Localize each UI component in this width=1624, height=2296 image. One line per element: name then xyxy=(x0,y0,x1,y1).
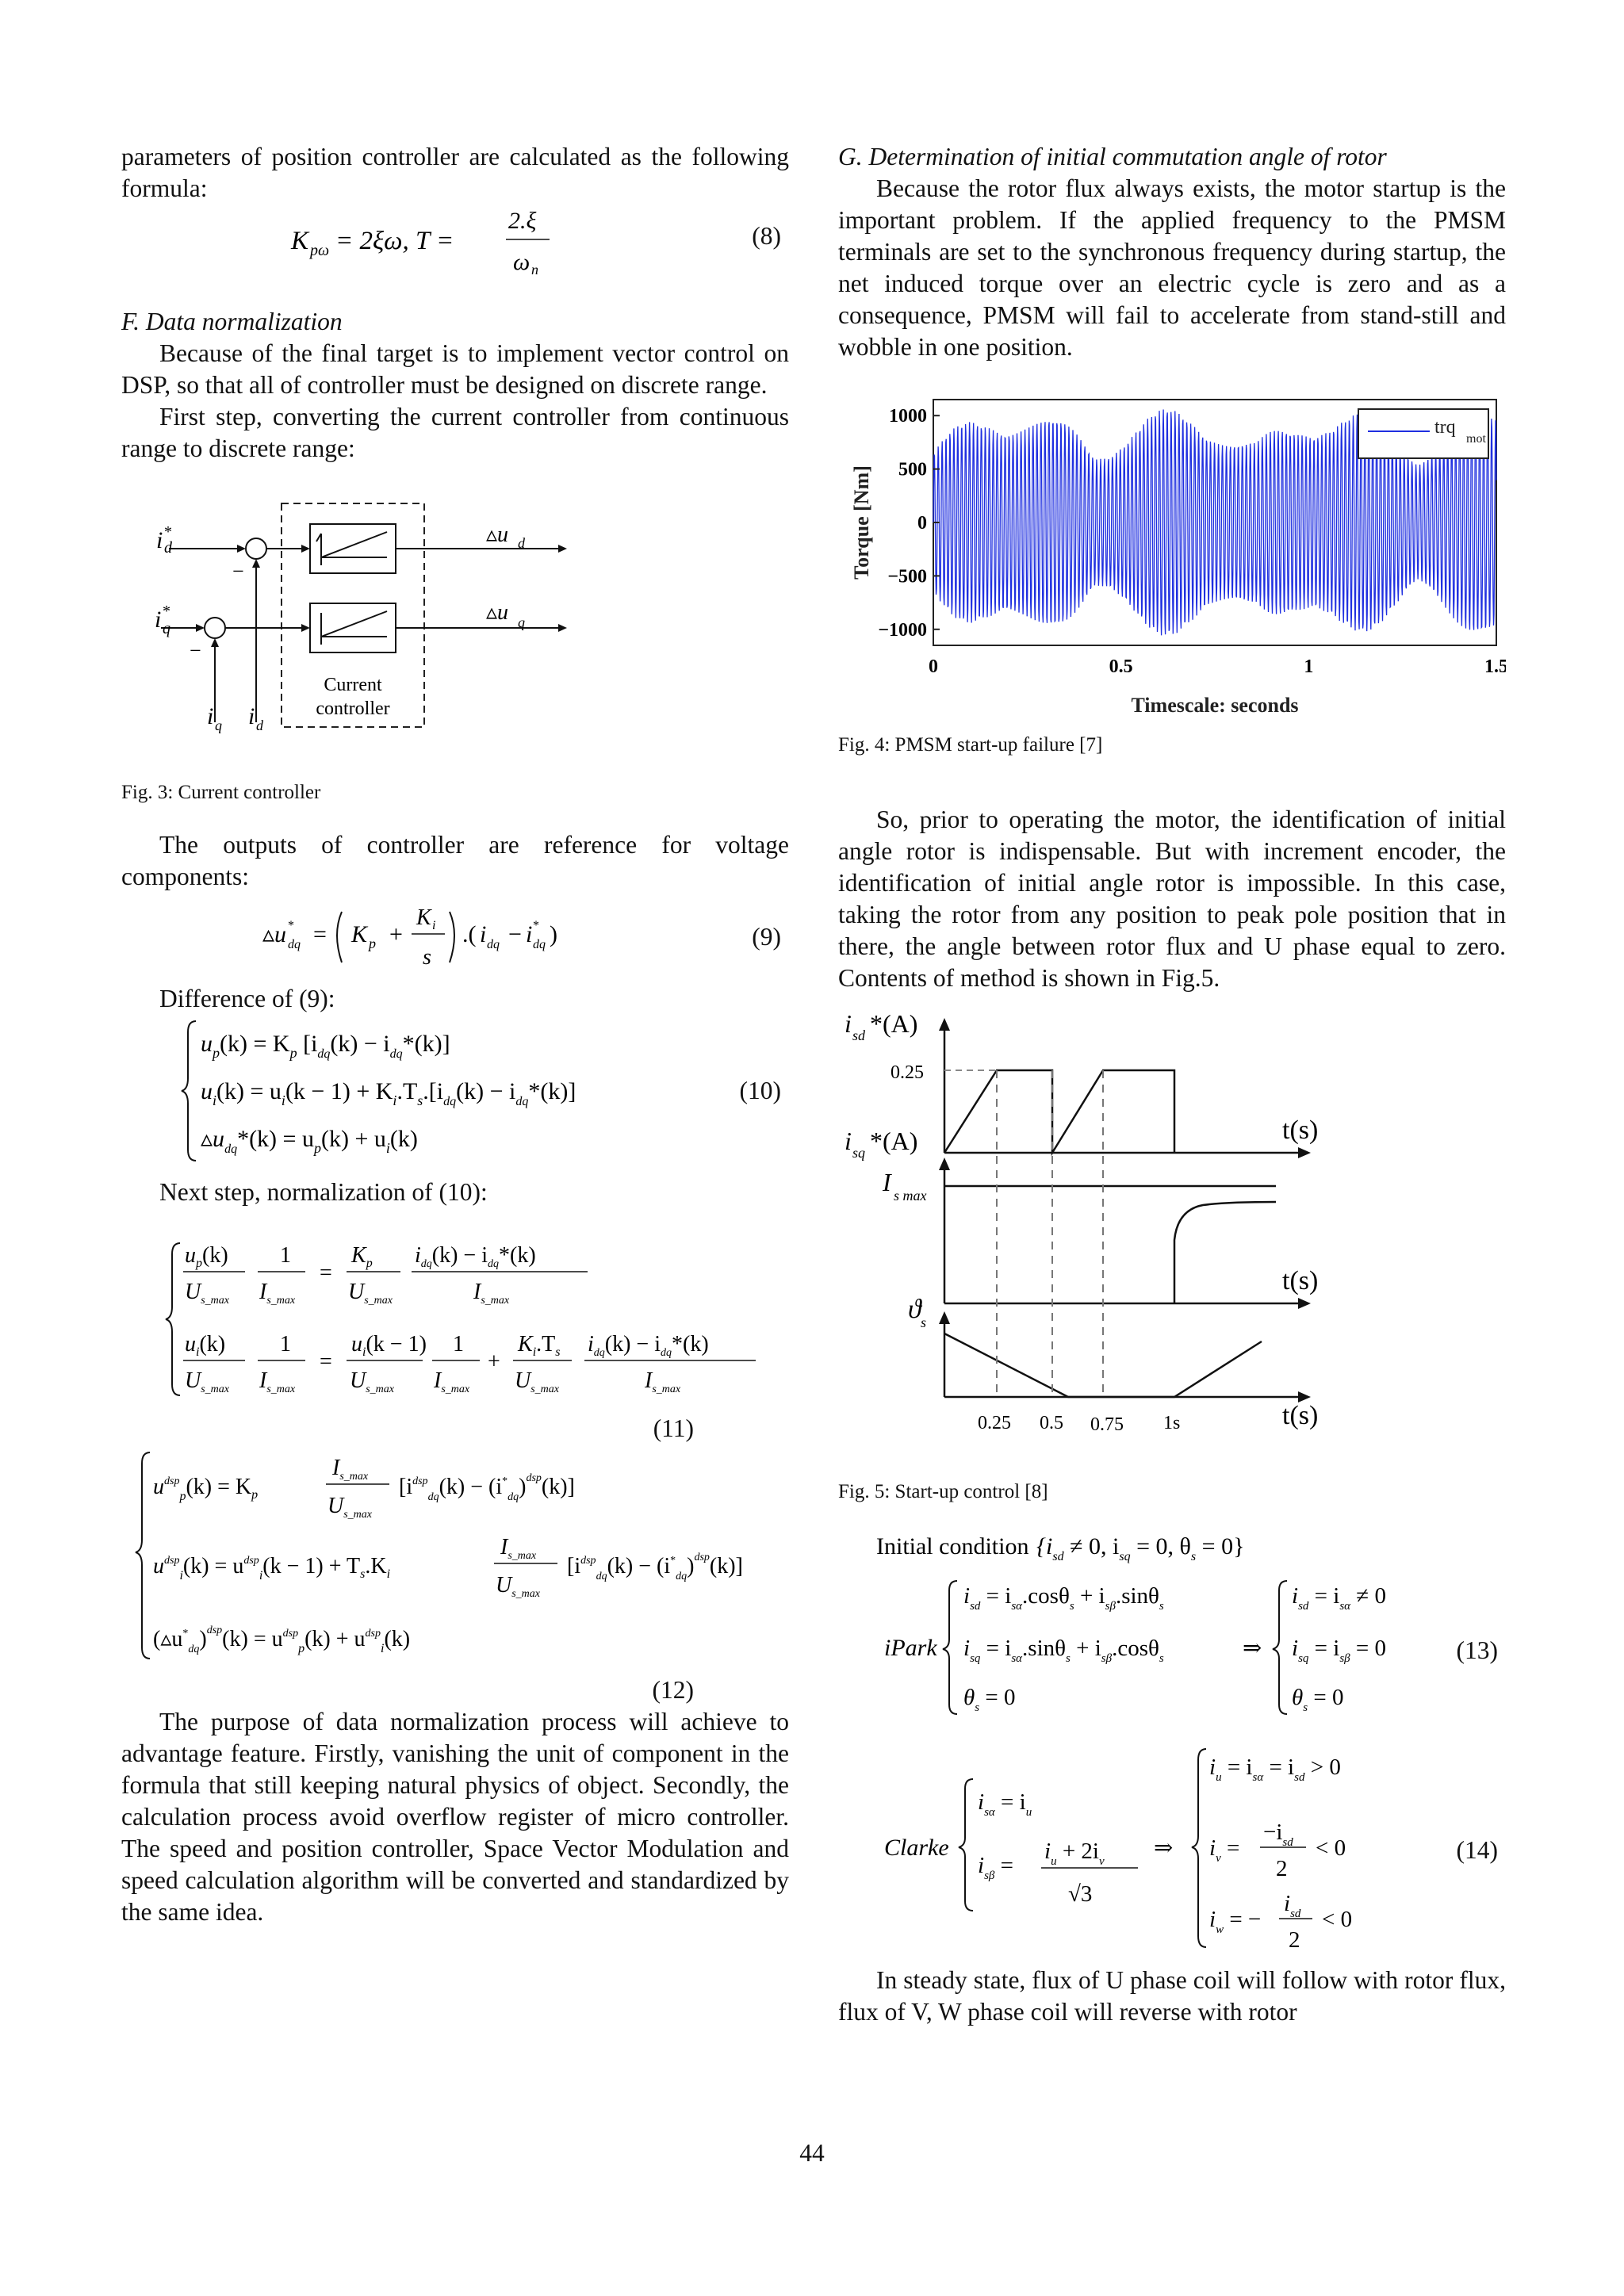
pi-block-q xyxy=(310,603,396,652)
eq14-number: (14) xyxy=(1456,1836,1498,1864)
svg-text:Us_max: $U_{s\_max}$ xyxy=(348,1280,393,1307)
svg-text:θs = 0: $\theta_s = 0$ xyxy=(963,1685,1016,1714)
startup-control-diagram xyxy=(838,1002,1506,1462)
fig5-imax-sub: s max xyxy=(894,1188,927,1203)
svg-text:1: 1 xyxy=(453,1332,464,1357)
sum-junction-d xyxy=(246,538,266,559)
svg-text:.(: .( xyxy=(462,921,477,947)
svg-text:dq: dq xyxy=(487,938,500,951)
fig5-xtick-1s: 1s xyxy=(1163,1413,1181,1433)
svg-text:ui(k): $u_i(k)$ xyxy=(185,1332,226,1359)
fig4-xtick-label: 1 xyxy=(1304,656,1314,677)
fig3-id-fb-sub: d xyxy=(256,718,263,733)
fig5-isd-sub: sd xyxy=(852,1027,866,1043)
svg-text:−: − xyxy=(508,921,522,947)
fig5-imax-label: I xyxy=(883,1168,891,1196)
svg-text:*: * xyxy=(533,919,539,932)
svg-text:iv =: $i_v$ = xyxy=(1209,1835,1240,1865)
fig3-iq-fb: i xyxy=(207,703,214,729)
fig3-out-uq: ▵u xyxy=(486,600,509,625)
fig4-ylabel: Torque [Nm] xyxy=(850,465,873,580)
svg-text:ui(k) = ui(k − 1) + Ki.Ts.[idq: $u_i(k) = u_i(k - 1) + K_i.T_s.[i_{dq}(k) - i_{dq}*(k)]$ xyxy=(201,1078,576,1108)
current-controller-diagram xyxy=(121,500,789,738)
fig3-minus-d: − xyxy=(232,560,244,583)
svg-text:Us_max: $U_{s\_max}$ xyxy=(515,1368,560,1395)
equation-13 xyxy=(838,1525,1506,1724)
eq9-number: (9) xyxy=(752,923,781,951)
fig5-theta-sub: s xyxy=(921,1314,927,1330)
equation-10-svg xyxy=(121,1015,789,1165)
fig4-legend-sub: mot xyxy=(1466,432,1486,446)
fig3-id-star: * xyxy=(164,523,172,541)
svg-text:isq = isα.sinθs + isβ.cosθs: $i_{sq} = i_{s\alpha}.\sin\theta_s + i_{s\beta}.\cos\theta_s$ xyxy=(963,1636,1164,1665)
fig3-iq-sub: q xyxy=(163,620,170,637)
fig5-isq-label: i xyxy=(845,1127,852,1155)
svg-text:isd: $i_{sd}$ xyxy=(1284,1891,1301,1920)
para-intro: parameters of position controller are calculated as the following formula: xyxy=(121,143,789,202)
svg-text:2: 2 xyxy=(1289,1927,1300,1953)
torque-chart xyxy=(838,392,1506,725)
page-number: 44 xyxy=(799,2139,825,2167)
svg-text:⇒: ⇒ xyxy=(1243,1636,1262,1661)
fig3-out-uq-sub: q xyxy=(518,614,525,630)
fig4-xtick-label: 0.5 xyxy=(1109,656,1133,677)
svg-text:K: K xyxy=(416,905,431,930)
sum-junction-q xyxy=(205,618,225,638)
svg-text:Kp: $K_p$ xyxy=(351,1243,373,1270)
eq8-den: ω xyxy=(513,249,530,275)
para-diff: Difference of (9): xyxy=(159,985,335,1012)
svg-text:+: + xyxy=(488,1349,500,1374)
svg-text:isd = isα ≠ 0: $i_{sd} = i_{s\alpha} \ne 0$ xyxy=(1292,1583,1386,1613)
svg-text:isβ =: $i_{s\beta}$ = xyxy=(978,1853,1013,1882)
eq8-sub: pω xyxy=(310,242,330,259)
fig4-xtick-label: 1.5 xyxy=(1484,656,1506,677)
fig3-iq-star: * xyxy=(163,603,170,620)
svg-text:Is_max: $I_{s\_max}$ xyxy=(645,1368,681,1395)
equation-13-svg xyxy=(838,1525,1506,1724)
svg-text:p: p xyxy=(369,936,376,951)
fig4-xticks xyxy=(929,656,1506,677)
equation-11-svg xyxy=(121,1230,789,1413)
equation-12-svg xyxy=(121,1445,789,1674)
clarke-label: Clarke xyxy=(884,1835,949,1861)
fig5-xtick-025: 0.25 xyxy=(978,1413,1011,1433)
para-outputs: The outputs of controller are reference for voltage components: xyxy=(121,831,789,890)
fig5-isd-unit: *(A) xyxy=(870,1009,918,1038)
eq8-K: K xyxy=(291,227,309,255)
svg-text:iu + 2iv: $i_u + 2i_v$ xyxy=(1044,1839,1105,1868)
fig3-caption: Fig. 3: Current controller xyxy=(121,782,321,803)
figure-5 xyxy=(838,1002,1506,1510)
para-g2: So, prior to operating the motor, the identification of initial angle rotor is indispensable. But with increment encoder, the identification of initial angle rotor is impossible. In this case, taking the rotor from any position to peak pole position that in there, the angle between rotor flux and U phase equal to zero. Contents of method is shown in Fig.5. xyxy=(838,806,1506,992)
figure-3 xyxy=(121,500,789,813)
svg-text:=: = xyxy=(320,1349,332,1374)
pi-block-d xyxy=(310,524,396,573)
svg-text:< 0: < 0 xyxy=(1322,1907,1353,1932)
fig5-isd-label: i xyxy=(845,1009,852,1038)
svg-text:=: = xyxy=(313,921,327,947)
left-column xyxy=(121,141,789,1928)
eq8-text: = 2ξω, T = xyxy=(335,227,454,255)
eq12-number: (12) xyxy=(652,1676,694,1704)
svg-text:idq(k) − idq*(k): $i_{dq}(k) - i_{dq}*(k)$ xyxy=(588,1332,709,1359)
svg-text:): ) xyxy=(550,921,557,947)
svg-text:Is_max: $I_{s\_max}$ xyxy=(500,1535,537,1562)
para-purpose: The purpose of data normalization process will achieve to advantage feature. Firstly, vanishing the unit of component in the formula that still keeping natural physics of object. Secondly, the calculation process avoid overflow register of micro controller. The speed and position controller, Space Vector Modulation and speed calculation algorithm will be converted and standardized by the same idea. xyxy=(121,1708,789,1926)
svg-text:Us_max: $U_{s\_max}$ xyxy=(185,1368,230,1395)
svg-text:√3: √3 xyxy=(1068,1881,1093,1907)
svg-text:▵u: ▵u xyxy=(262,921,287,947)
svg-text:isα = iu: $i_{s\alpha} = i_u$ xyxy=(978,1789,1032,1819)
svg-text:ui(k − 1): $u_i(k - 1)$ xyxy=(351,1332,427,1359)
fig4-ytick-label: −1000 xyxy=(878,619,927,641)
equation-8 xyxy=(121,205,789,276)
svg-text:(▵u*dq)dsp(k) = udspp(k) + uds: $(▵u^*_{dq})^{dsp}(k) = u^{dsp}_p(k) + u^{dsp}_i(k)$ xyxy=(153,1624,411,1655)
equation-10 xyxy=(121,1015,789,1165)
svg-text:dq: dq xyxy=(533,938,546,951)
svg-text:up(k): $u_p(k)$ xyxy=(185,1243,228,1270)
para-next: Next step, normalization of (10): xyxy=(159,1178,488,1206)
svg-text:Is_max: $I_{s\_max}$ xyxy=(473,1280,510,1307)
para-g1: Because the rotor flux always exists, the motor startup is the important problem. If the applied frequency to the PMSM terminals are set to the synchronous frequency during startup, the net induced torque over an electric cycle is zero and as a consequence, PMSM will fail to accelerate from stand-still and wobble in one position. xyxy=(838,174,1506,361)
svg-text:Us_max: $U_{s\_max}$ xyxy=(185,1280,230,1307)
svg-text:*: * xyxy=(288,919,294,932)
fig3-out-ud: ▵u xyxy=(486,522,509,547)
fig5-isd-waveform xyxy=(944,1070,1174,1153)
fig4-xlabel: Timescale: seconds xyxy=(1131,694,1299,717)
fig5-theta-label: ϑ xyxy=(908,1295,921,1324)
fig5-level-025: 0.25 xyxy=(891,1062,924,1083)
svg-text:isq = isβ = 0: $i_{sq} = i_{s\beta} = 0$ xyxy=(1292,1636,1386,1665)
svg-text:i: i xyxy=(526,921,533,947)
svg-text:udspp(k) = Kp: $u^{dsp}_p(k) = K_p$ xyxy=(153,1475,259,1503)
svg-text:K: K xyxy=(351,921,368,947)
svg-text:Us_max: $U_{s\_max}$ xyxy=(496,1573,541,1600)
svg-text:dq: dq xyxy=(288,938,301,951)
fig3-minus-q: − xyxy=(190,639,201,662)
fig4-ytick-label: 0 xyxy=(917,513,927,534)
svg-text:2: 2 xyxy=(1276,1856,1288,1881)
para-f1: Because of the final target is to implement vector control on DSP, so that all of controller must be designed on discrete range. xyxy=(121,339,789,399)
equation-8-svg xyxy=(121,205,789,276)
svg-text:Us_max: $U_{s\_max}$ xyxy=(327,1494,373,1521)
fig3-id-fb: i xyxy=(248,703,255,729)
svg-text:−isd: $-i_{sd}$ xyxy=(1263,1820,1293,1849)
fig4-caption: Fig. 4: PMSM start-up failure [7] xyxy=(838,734,1103,756)
svg-text:Ki.Ts: $K_i.T_s$ xyxy=(518,1332,561,1359)
equation-12 xyxy=(121,1445,789,1706)
svg-text:idq(k) − idq*(k): $i_{dq}(k) - i_{dq}*(k)$ xyxy=(415,1243,536,1270)
svg-text:[idspdq(k) − (i*dq)dsp(k)]: $[i^{dsp}_{dq}(k) - (i^*_{dq})^{dsp}(k)]$ xyxy=(399,1472,575,1503)
fig3-id-sub: d xyxy=(164,539,172,557)
fig4-ytick-label: 1000 xyxy=(889,406,927,427)
svg-text:θs = 0: $\theta_s = 0$ xyxy=(1292,1685,1344,1714)
fig5-isq-sub: sq xyxy=(852,1145,866,1161)
eq13-number: (13) xyxy=(1456,1636,1498,1664)
svg-text:{isd ≠ 0, isq = 0, θs = 0}: {$i_{sd} \ne 0$, $i_{sq} = 0$, $\theta_s = 0$} xyxy=(1036,1533,1245,1563)
svg-text:Us_max: $U_{s\_max}$ xyxy=(350,1368,395,1395)
svg-text:i: i xyxy=(480,921,487,947)
fig5-isq-unit: *(A) xyxy=(870,1127,918,1155)
svg-text:1: 1 xyxy=(280,1243,291,1268)
fig4-ytick-label: −500 xyxy=(887,566,927,587)
fig3-out-ud-sub: d xyxy=(518,535,525,551)
eq10-number: (10) xyxy=(739,1077,781,1104)
svg-text:=: = xyxy=(320,1261,332,1285)
para-f2: First step, converting the current controller from continuous range to discrete range: xyxy=(121,403,789,462)
svg-text:< 0: < 0 xyxy=(1316,1835,1346,1861)
section-f-title: F. Data normalization xyxy=(121,308,343,335)
svg-text:Is_max: $I_{s\_max}$ xyxy=(259,1368,296,1395)
eq8-num: 2.ξ xyxy=(508,208,537,234)
svg-text:i: i xyxy=(432,919,436,932)
svg-text:Is_max: $I_{s\_max}$ xyxy=(259,1280,296,1307)
svg-text:+: + xyxy=(389,921,403,947)
svg-text:1: 1 xyxy=(280,1332,291,1357)
svg-text:Is_max: $I_{s\_max}$ xyxy=(332,1456,369,1483)
svg-text:isd = isα.cosθs + isβ.sinθs: $i_{sd} = i_{s\alpha}.\cos\theta_s + i_{s\beta}.\sin\theta_s$ xyxy=(963,1583,1164,1613)
svg-text:s: s xyxy=(423,945,431,970)
fig5-t-label-3: t(s) xyxy=(1282,1401,1319,1430)
equation-11 xyxy=(121,1230,789,1445)
eq8-number: (8) xyxy=(752,222,781,250)
fig3-id-label: i xyxy=(156,527,163,553)
fig3-box-line1: Current xyxy=(324,675,382,695)
right-column xyxy=(838,141,1506,2028)
fig3-iq-fb-sub: q xyxy=(215,718,222,733)
section-g-title: G. Determination of initial commutation angle of rotor xyxy=(838,143,1387,170)
svg-text:udspi(k) = udspi(k − 1) + Ts.K: $u^{dsp}_i(k) = u^{dsp}_i(k - 1) + T_s.K_i$ xyxy=(153,1554,391,1582)
svg-text:up(k) = Kp [idq(k) − idq*(k)]: $u_p(k) = K_p$ $[i_{dq}(k) - i_{dq}*(k)]$ xyxy=(201,1031,450,1061)
ipark-label: iPark xyxy=(884,1635,937,1661)
fig4-legend-label: trq xyxy=(1434,417,1456,438)
fig4-yticks xyxy=(878,406,940,641)
equation-14-svg xyxy=(838,1743,1506,1957)
fig5-t-label-1: t(s) xyxy=(1282,1115,1319,1145)
svg-text:[idspdq(k) − (i*dq)dsp(k)]: $[i^{dsp}_{dq}(k) - (i^*_{dq})^{dsp}(k)]$ xyxy=(567,1552,743,1582)
fig3-box-line2: controller xyxy=(316,698,390,719)
equation-14 xyxy=(838,1743,1506,1957)
fig5-xtick-075: 0.75 xyxy=(1090,1414,1124,1435)
fig5-caption: Fig. 5: Start-up control [8] xyxy=(838,1481,1048,1502)
svg-text:⇒: ⇒ xyxy=(1154,1835,1174,1861)
svg-text:iw = −: $i_w$ = − xyxy=(1209,1907,1262,1936)
fig5-t-label-2: t(s) xyxy=(1282,1266,1319,1295)
fig4-ytick-label: 500 xyxy=(898,459,927,480)
fig5-isq-response xyxy=(1174,1202,1276,1303)
fig5-xtick-05: 0.5 xyxy=(1040,1413,1063,1433)
fig4-xtick-label: 0 xyxy=(929,656,938,677)
equation-9-svg xyxy=(121,893,789,972)
para-steady: In steady state, flux of U phase coil will follow with rotor flux, flux of V, W phase coil will reverse with rotor xyxy=(838,1966,1506,2026)
svg-text:▵udq*(k) = up(k) + ui(k): $▵u_{dq}*(k) = u_p(k) + u_i(k)$ xyxy=(201,1126,418,1156)
eq11-number: (11) xyxy=(653,1414,694,1442)
eq8-den-sub: n xyxy=(531,262,538,276)
svg-text:Is_max: $I_{s\_max}$ xyxy=(434,1368,470,1395)
initial-condition-label: Initial condition xyxy=(876,1533,1029,1559)
svg-text:iu = isα = isd > 0: $i_u = i_{s\alpha} = i_{sd} > 0$ xyxy=(1209,1755,1341,1784)
equation-9 xyxy=(121,893,789,972)
fig3-iq-label: i xyxy=(155,607,162,633)
figure-4 xyxy=(838,392,1506,772)
